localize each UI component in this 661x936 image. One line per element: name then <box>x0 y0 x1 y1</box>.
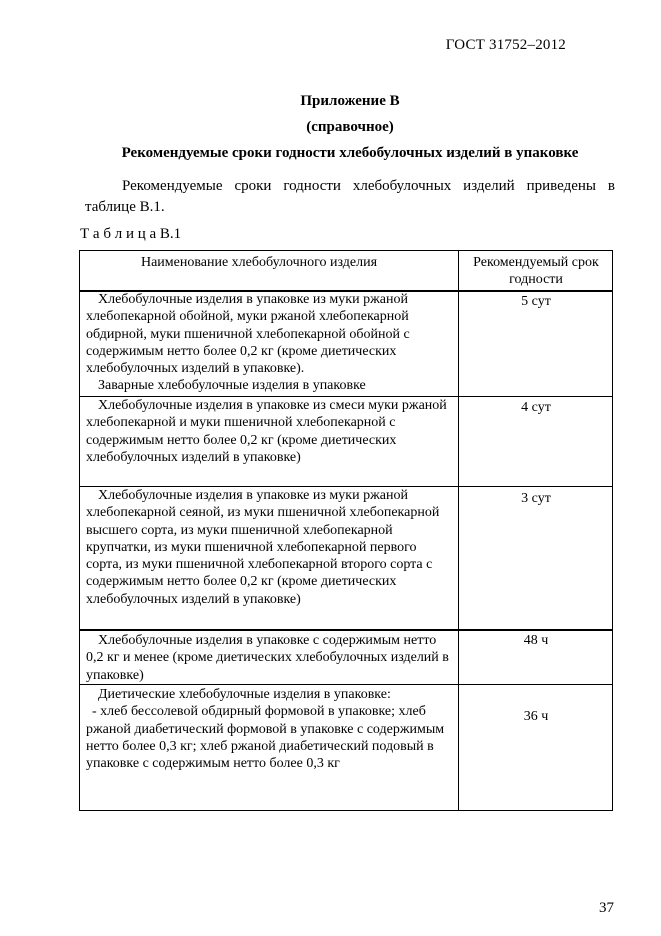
product-paragraph: Хлебобулочные изделия в упаковке из смеси муки ржаной хлебопекарной и муки пшеничной хлебопекарной с содержимым нетто более 0,2 кг (кроме диетических хлебобулочных изделий в упаковке) <box>86 398 447 465</box>
product-cell <box>86 397 456 466</box>
product-cell <box>86 487 456 608</box>
shelf-life-cell: 5 сут <box>521 294 551 309</box>
product-cell <box>86 632 456 684</box>
shelf-life-cell: 48 ч <box>523 633 549 648</box>
product-paragraph: - хлеб бессолевой обдирный формовой в упаковке; хлеб ржаной диабетический формовой в упаковке с содержимым нетто более 0,3 кг; хлеб ржаной диабетический подовый в упаковке с содержимым нетто более 0,3 кг <box>86 704 445 772</box>
product-paragraph: Хлебобулочные изделия в упаковке с содержимым нетто 0,2 кг и менее (кроме диетических хлебобулочных изделий в упаковке) <box>86 633 449 683</box>
table-caption: Т а б л и ц а В.1 <box>80 226 182 242</box>
shelf-life-table <box>79 250 613 811</box>
intro-paragraph: Рекомендуемые сроки годности хлебобулочных изделий приведены в <box>122 178 615 194</box>
appendix-heading: Рекомендуемые сроки годности хлебобулочных изделий в упаковке <box>121 145 579 161</box>
column-divider <box>458 251 459 810</box>
product-paragraph: Заварные хлебобулочные изделия в упаковке <box>98 378 366 394</box>
product-paragraph: Хлебобулочные изделия в упаковке из муки ржаной хлебопекарной обойной, муки ржаной хлебопекарной обдирной, муки пшеничной хлебопекарной обойной с содержимым нетто более 0,2 кг (кроме диетических хлебобулочных изделий в упаковке). <box>86 292 410 377</box>
shelf-life-cell: 36 ч <box>523 709 549 724</box>
intro-paragraph-end: таблице В.1. <box>85 199 165 215</box>
row-separator <box>80 684 612 685</box>
standard-header: ГОСТ 31752–2012 <box>445 37 566 53</box>
shelf-life-cell: 4 сут <box>521 400 551 415</box>
page-number: 37 <box>599 900 614 916</box>
row-separator <box>80 629 612 631</box>
product-cell <box>86 291 456 395</box>
appendix-status: (справочное) <box>306 119 394 135</box>
appendix-title: Приложение В <box>300 93 400 109</box>
shelf-life-cell: 3 сут <box>521 491 551 506</box>
product-paragraph: Диетические хлебобулочные изделия в упаковке: <box>98 687 391 702</box>
column-header-shelf-life: Рекомендуемый срок годности <box>473 255 599 287</box>
product-cell <box>86 686 456 772</box>
product-paragraph: Хлебобулочные изделия в упаковке из муки ржаной хлебопекарной сеяной, из муки пшеничной хлебопекарной высшего сорта, из муки пшеничной хлебопекарной крупчатки, из муки пшеничной хлебопекарной первого сорта, из муки пшеничной хлебопекарной второго сорта с содержимым нетто более 0,2 кг (кроме диетических хлебобулочных изделий в упаковке) <box>86 488 440 607</box>
column-header-product: Наименование хлебобулочного изделия <box>140 255 378 270</box>
